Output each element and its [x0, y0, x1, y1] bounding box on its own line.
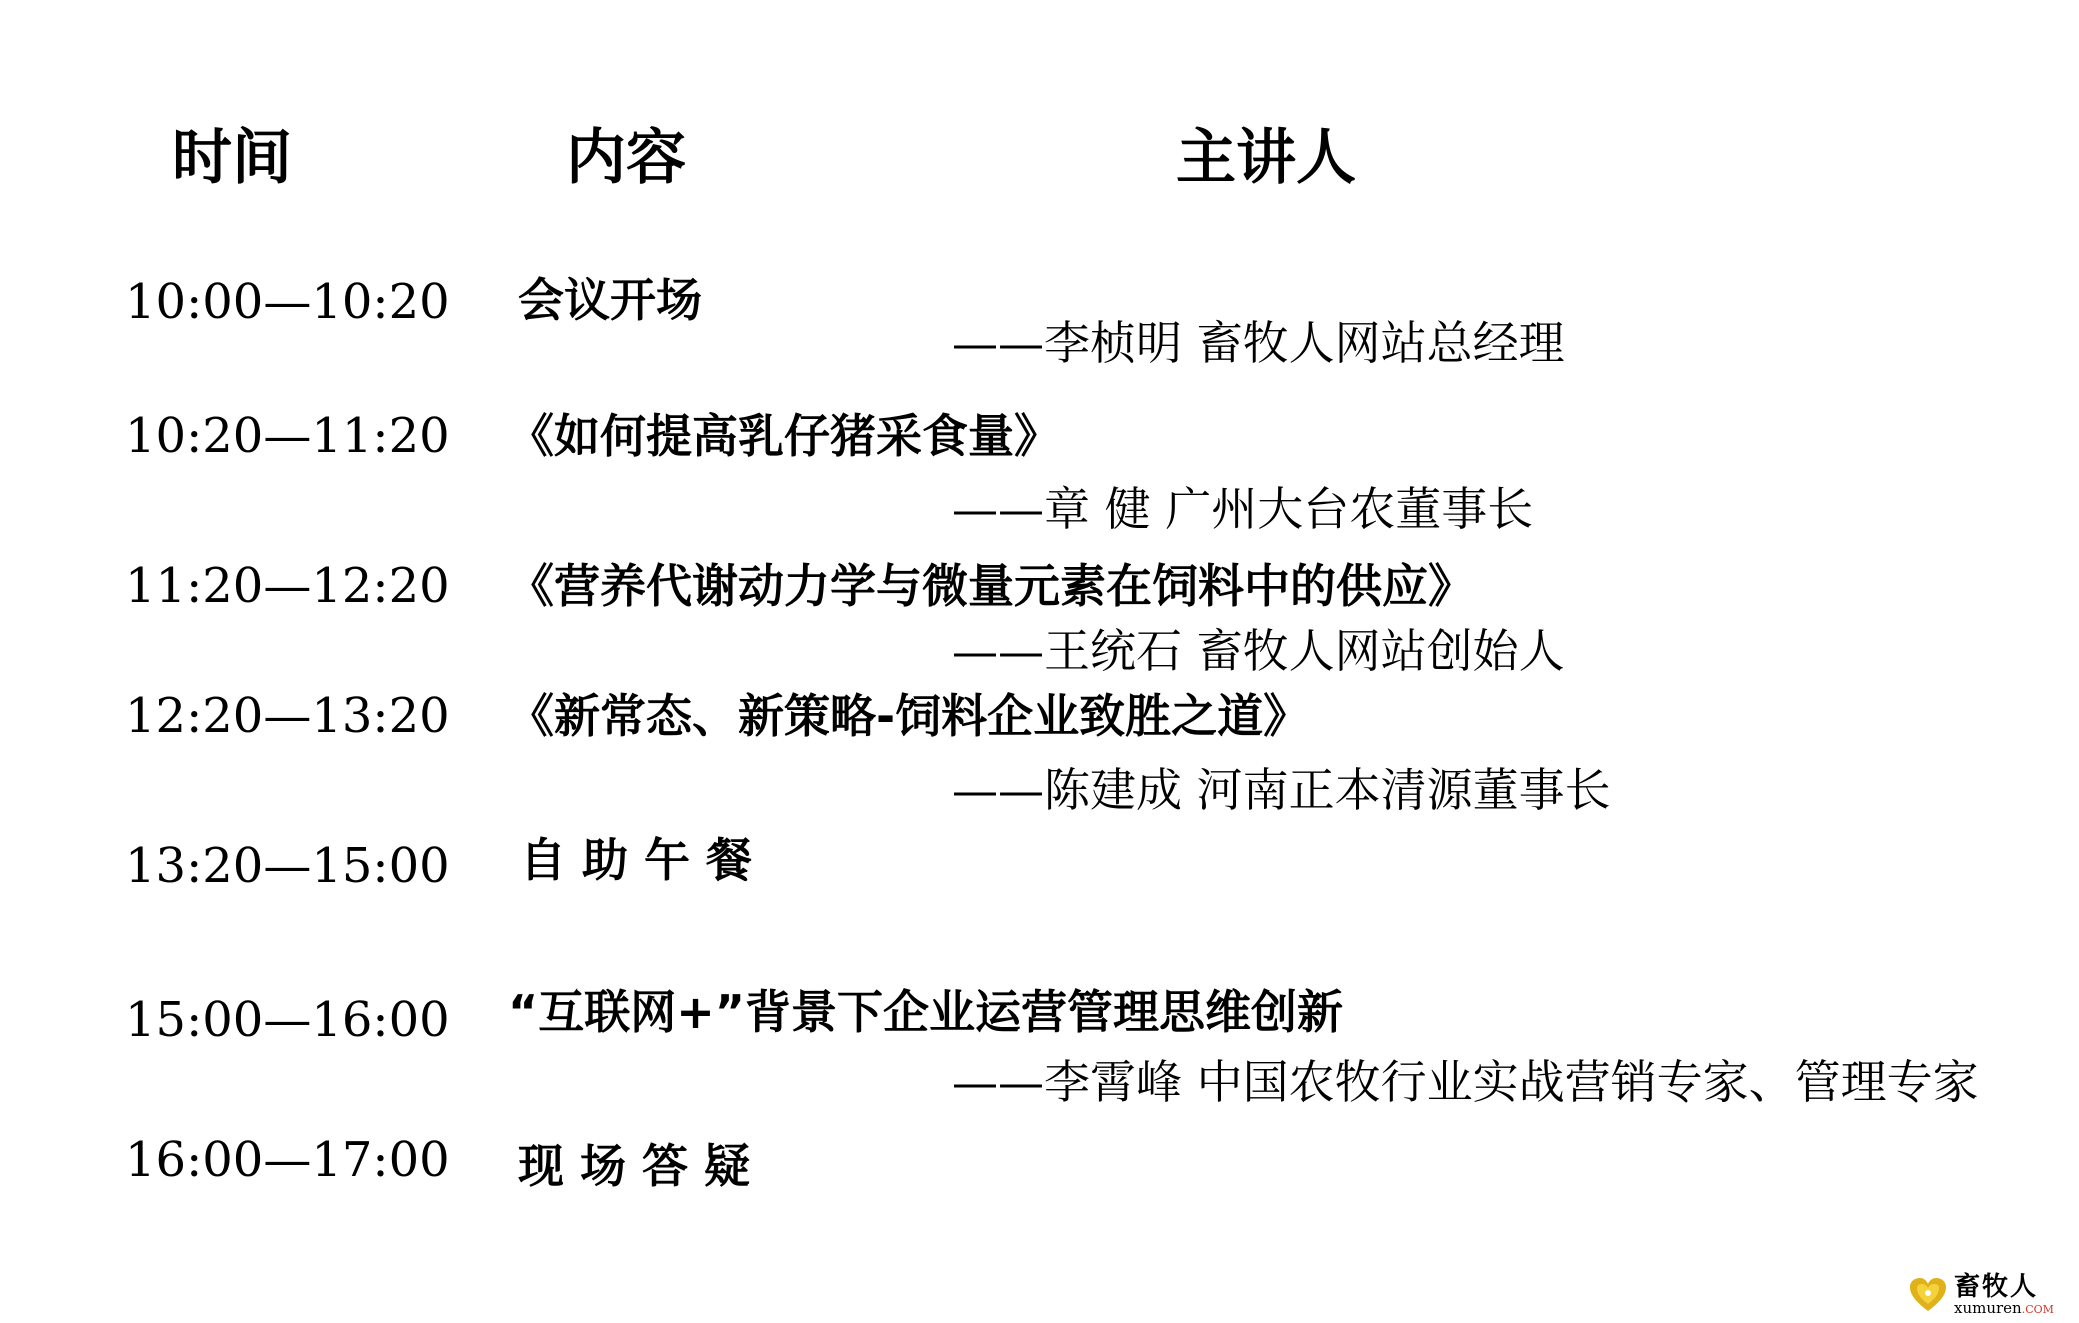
- session-speaker: ——李霄峰 中国农牧行业实战营销专家、管理专家: [952, 1055, 1979, 1109]
- session-time: 12:20—13:20: [125, 688, 450, 744]
- header-content: 内容: [566, 123, 686, 193]
- session-title: 《营养代谢动力学与微量元素在饲料中的供应》: [508, 559, 1474, 613]
- session-title: 自助午餐: [520, 833, 768, 887]
- session-title: 现场答疑: [518, 1139, 766, 1193]
- logo-text: 畜牧人: [1954, 1272, 2039, 1302]
- session-speaker: ——王统石 畜牧人网站创始人: [952, 624, 1565, 678]
- session-time: 13:20—15:00: [125, 838, 450, 894]
- session-time: 11:20—12:20: [125, 558, 450, 614]
- heart-logo-icon: [1908, 1276, 1948, 1314]
- session-time: 10:00—10:20: [125, 274, 450, 330]
- header-speaker: 主讲人: [1176, 123, 1356, 193]
- logo-domain: xumuren.COM: [1954, 1299, 2054, 1317]
- header-time: 时间: [172, 123, 292, 193]
- session-title: 《如何提高乳仔猪采食量》: [508, 409, 1060, 463]
- brand-logo: [1908, 1274, 2068, 1318]
- session-speaker: ——李桢明 畜牧人网站总经理: [952, 316, 1565, 370]
- session-time: 16:00—17:00: [125, 1132, 450, 1188]
- session-title: 《新常态、新策略-饲料企业致胜之道》: [508, 689, 1310, 743]
- session-time: 10:20—11:20: [125, 408, 450, 464]
- session-speaker: ——陈建成 河南正本清源董事长: [952, 763, 1611, 817]
- session-title: 会议开场: [518, 273, 702, 327]
- session-speaker: ——章 健 广州大台农董事长: [952, 482, 1534, 536]
- session-title: “互联网+”背景下企业运营管理思维创新: [508, 985, 1344, 1039]
- session-time: 15:00—16:00: [125, 992, 450, 1048]
